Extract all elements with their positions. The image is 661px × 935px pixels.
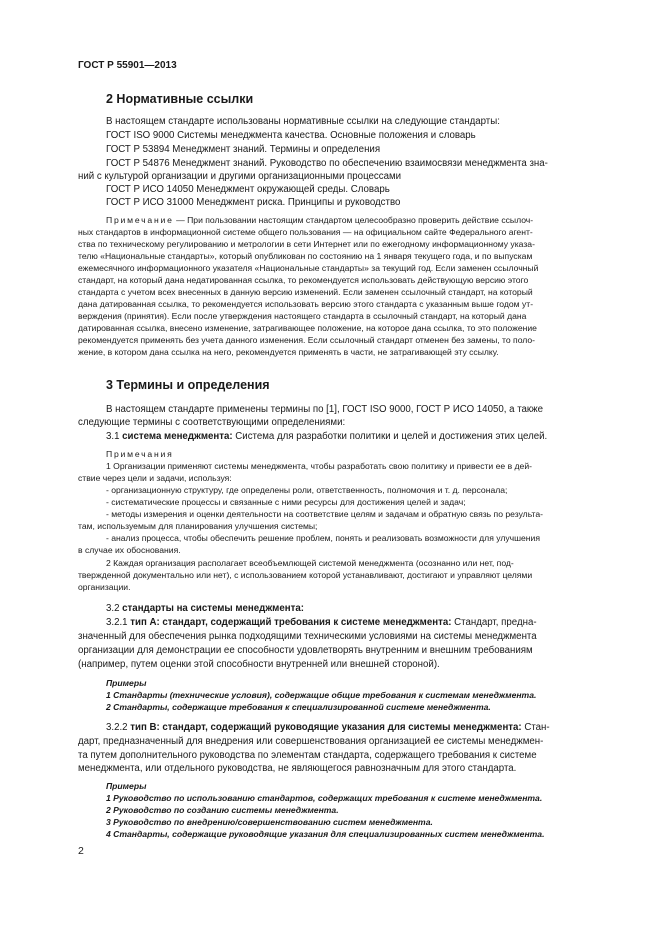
note-line: - методы измерения и оценки деятельности на соответствие целям и задачам и обратную связь по результа- <box>106 509 543 519</box>
note-line: жение, в котором дана ссылка на него, рекомендуется применять в части, не затрагивающей эту ссылку. <box>78 347 499 357</box>
note-line: телю «Национальные стандарты», который опубликован по состоянию на 1 января текущего года, и по выпускам <box>78 251 533 261</box>
note-line: ства по техническому регулированию и метрологии в сети Интернет или по ежегодному информационному указа- <box>78 239 535 249</box>
notes-label: Примечания <box>106 449 174 459</box>
doc-header: ГОСТ Р 55901—2013 <box>78 60 177 71</box>
note-line: ствие через цели и задачи, используя: <box>78 473 232 483</box>
note-text: — При пользовании настоящим стандартом целесообразно проверить действие ссылоч- <box>173 215 534 225</box>
section-3-intro: следующие термины с соответствующими определениями: <box>78 417 346 428</box>
term-3-2-1 <box>106 616 537 629</box>
note-line: датированная ссылка, внесено изменение, затрагивающее положение, на которое дана ссылка, то это положение <box>78 323 537 333</box>
note-line: - анализ процесса, чтобы обеспечить решение проблем, понять и реализовать возможности для улучшения <box>106 533 540 543</box>
term-3-2-2-definition: Стан- <box>521 722 550 733</box>
definition-line: та путем дополнительного руководства по элементам стандарта, содержащего требования к системе <box>78 750 537 761</box>
example-line: 2 Стандарты, содержащие требования к специализированной системе менеджмента. <box>106 702 491 712</box>
term-3-1 <box>106 430 547 443</box>
definition-line: организации для демонстрации ее способности удовлетворять внутренним и внешним требованиям <box>78 645 533 656</box>
ref-line: ГОСТ Р 54876 Менеджмент знаний. Руководство по обеспечению взаимосвязи менеджмента зна- <box>106 158 548 169</box>
note-line: - организационную структуру, где определены роли, ответственность, полномочия и т. д. персонала; <box>106 485 508 495</box>
term-3-2-2 <box>106 721 550 734</box>
note-line: там, используемым для планирования улучшения системы; <box>78 521 318 531</box>
note-line: стандарта с учетом всех внесенных в данную версию изменений. Если заменен ссылочный стандарт, на который <box>78 287 533 297</box>
ref-line: ГОСТ ISO 9000 Системы менеджмента качества. Основные положения и словарь <box>106 130 476 141</box>
section-2-intro: В настоящем стандарте использованы нормативные ссылки на следующие стандарты: <box>106 116 500 127</box>
note-line: ных стандартов в информационной системе общего пользования — на официальном сайте Федерального агент- <box>78 227 533 237</box>
ref-line: ГОСТ Р ИСО 31000 Менеджмент риска. Принципы и руководство <box>106 197 401 208</box>
note-line: - систематические процессы и связанные с ними ресурсы для достижения целей и задач; <box>106 497 466 507</box>
term-3-1-number: 3.1 <box>106 431 123 442</box>
note-line: 2 Каждая организация располагает всеобъемлющей системой менеджмента (осознанно или нет, под- <box>106 558 514 568</box>
term-3-2-1-number: 3.2.1 <box>106 617 131 628</box>
term-3-2-2-term: тип В: стандарт, содержащий руководящие указания для системы менеджмента: <box>130 722 522 733</box>
example-line: 1 Стандарты (технические условия), содержащие общие требования к системам менеджмента. <box>106 690 537 700</box>
definition-line: значенный для обеспечения рынка подходящими техническими условиями на системы менеджмента <box>78 631 537 642</box>
note-line: верждения (принятия). Если после утверждения настоящего стандарта в ссылочный стандарт, на который дана <box>78 311 527 321</box>
term-3-1-definition: Система для разработки политики и целей и достижения этих целей. <box>232 431 548 442</box>
definition-line: (например, путем оценки этой способности внутренней или внешней стороной). <box>78 659 440 670</box>
ref-line: ний с культурой организации и другими организационными процессами <box>78 171 402 182</box>
definition-line: менеджмента, или отдельного руководства, не являющегося равнозначным для этого стандарта. <box>78 763 517 774</box>
section-3-intro: В настоящем стандарте применены термины по [1], ГОСТ ISO 9000, ГОСТ Р ИСО 14050, а также <box>106 404 544 415</box>
note-line: в случае их обоснования. <box>78 545 181 555</box>
note-line: ежемесячного информационного указателя «Национальные стандарты» за текущий год. Если заменен ссылочный <box>78 263 539 273</box>
examples-b-label: Примеры <box>106 781 147 791</box>
ref-line: ГОСТ Р ИСО 14050 Менеджмент окружающей среды. Словарь <box>106 184 390 195</box>
term-3-2-1-definition: Стандарт, предна- <box>451 617 537 628</box>
example-line: 1 Руководство по использованию стандартов, содержащих требования к системе менеджмента. <box>106 793 543 803</box>
example-line: 2 Руководство по созданию системы менеджмента. <box>106 805 339 815</box>
note-label: Примечание <box>106 215 174 225</box>
note-line: рекомендуется применять без учета данного изменения. Если ссылочный стандарт отменен без замены, то поло- <box>78 335 536 345</box>
section-3-title: 3 Термины и определения <box>106 378 270 392</box>
term-3-1-term: система менеджмента: <box>122 431 233 442</box>
page-number: 2 <box>78 845 84 857</box>
example-line: 4 Стандарты, содержащие руководящие указания для специализированных систем менеджмента. <box>106 829 545 839</box>
section-2-title: 2 Нормативные ссылки <box>106 92 254 106</box>
note-line: 1 Организации применяют системы менеджмента, чтобы разработать свою политику и привести ее в дей- <box>106 461 532 471</box>
note-line: организации. <box>78 582 131 592</box>
definition-line: дарт, предназначенный для внедрения или совершенствования организацией ее системы менеджмен- <box>78 736 544 747</box>
term-3-2-number: 3.2 <box>106 603 123 614</box>
example-line: 3 Руководство по внедрению/совершенствованию систем менеджмента. <box>106 817 433 827</box>
examples-a-label: Примеры <box>106 678 147 688</box>
ref-line: ГОСТ Р 53894 Менеджмент знаний. Термины и определения <box>106 144 381 155</box>
term-3-2 <box>106 602 304 615</box>
note-first-line <box>106 215 533 227</box>
note-line: дана датированная ссылка, то рекомендуется использовать версию этого стандарта с указанным выше годом ут- <box>78 299 534 309</box>
term-3-2-term: стандарты на системы менеджмента: <box>122 603 304 614</box>
term-3-2-2-number: 3.2.2 <box>106 722 131 733</box>
term-3-2-1-term: тип А: стандарт, содержащий требования к системе менеджмента: <box>130 617 452 628</box>
note-line: твержденной документально или нет), с использованием которой устанавливают, достигают и управляют целями <box>78 570 533 580</box>
note-line: стандарт, на который дана недатированная ссылка, то рекомендуется использовать действующую версию этого <box>78 275 529 285</box>
